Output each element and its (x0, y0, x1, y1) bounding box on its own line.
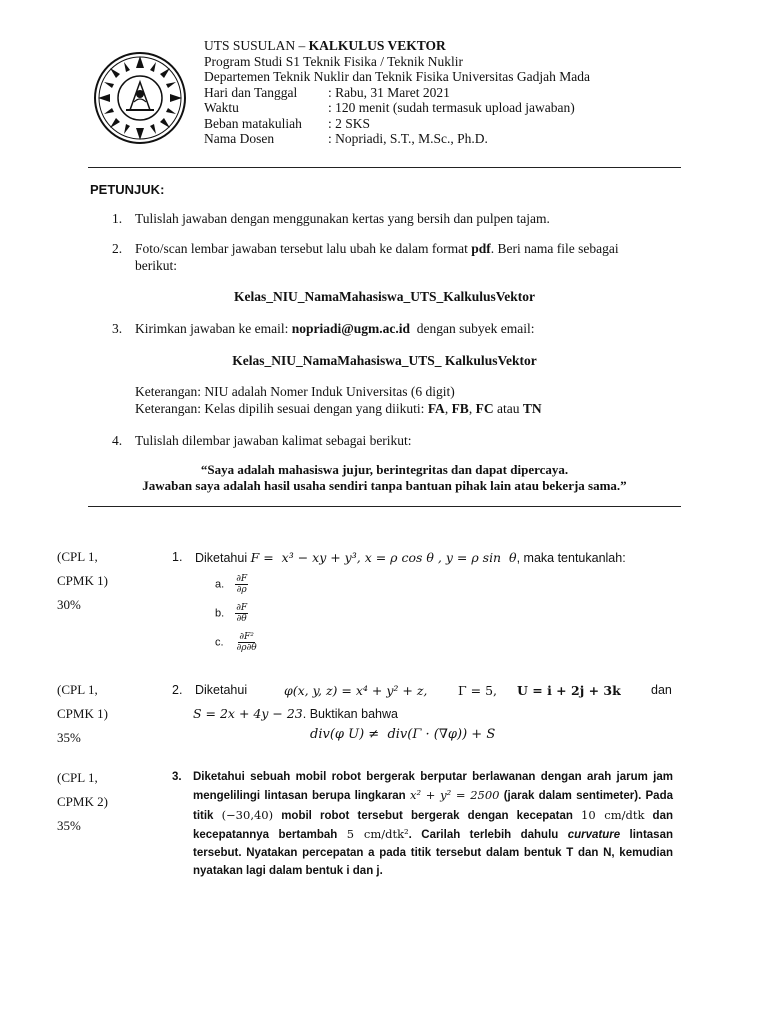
q1-cpl-tag: (CPL 1, CPMK 1) 30% (57, 549, 108, 612)
email-address[interactable]: nopriadi@ugm.ac.id (291, 321, 411, 336)
q1-number: 1. (172, 550, 183, 564)
q3-statement: Diketahui sebuah mobil robot bergerak berputar berlawanan dengan arah jarum jam mengelilingi lintasan berupa lingkaran x² + y² = 2500 (jarak dalam sentimeter). Pada titik (−30,40) mobil robot tersebut bergerak dengan kecepatan 10 cm/dtk dan kecepatannya bertambah 5 cm/dtk². Carilah terlebih dahulu curvature lintasan tersebut. Nyatakan percepatan a pada titik tersebut dalam bentuk T dan N, kemudian nyatakan lagi dalam bentuk i dan j. (193, 771, 673, 878)
instructions-divider (88, 506, 681, 507)
q1-statement: Diketahui F = x³ − xy + y³, x = ρ cos θ , y = ρ sin θ, maka tentukanlah: (195, 550, 626, 565)
q2-vector-u: U = i + 2j + 3k (517, 683, 621, 698)
q1-derivative-a: $\frac{\partial F}{\partial\rho}$ (236, 574, 248, 595)
q3-number: 3. (172, 771, 182, 783)
q1-derivative-b: $\frac{\partial F}{\partial\theta}$ (236, 603, 248, 624)
q3-cpl-tag: (CPL 1, CPMK 2) 35% (57, 770, 108, 833)
header-row-date: Hari dan Tanggal : Rabu, 31 Maret 2021 (204, 84, 450, 100)
q1-derivative-c: $\frac{\text{∂F²}}{\partial\rho\partial\theta}$ (236, 632, 257, 653)
q2-number: 2. (172, 683, 183, 697)
note-niu: Keterangan: NIU adalah Nomer Induk Universitas (6 digit) (135, 384, 455, 399)
instruction-number-2: 2. (112, 241, 123, 256)
instruction-1: Tulislah jawaban dengan menggunakan kertas yang bersih dan pulpen tajam. (135, 211, 550, 226)
integrity-statement: “Saya adalah mahasiswa jujur, berintegritas dan dapat dipercaya. Jawaban saya adalah hasil usaha sendiri tanpa bantuan pihak lain atau bekerja sama.” (142, 462, 627, 493)
header-row-lecturer: Nama Dosen : Nopriadi, S.T., M.Sc., Ph.D. (204, 131, 488, 146)
exam-title: UTS SUSULAN – KALKULUS VEKTOR (204, 38, 446, 53)
q1-sub-c: c. $\frac{\text{∂F²}}{\partial\rho\partial\theta}$ (215, 632, 257, 653)
instruction-2-cont: berikut: (135, 258, 177, 273)
study-program: Program Studi S1 Teknik Fisika / Teknik Nuklir (204, 53, 463, 69)
university-seal-logo (92, 50, 188, 146)
instruction-number-4: 4. (112, 433, 123, 448)
q2-lead: Diketahui (195, 683, 248, 697)
q1-sub-b: b. $\frac{\partial F}{\partial\theta}$ (215, 603, 248, 624)
instructions-heading: PETUNJUK: (90, 182, 165, 197)
instruction-3: Kirimkan jawaban ke email: nopriadi@ugm.ac.id dengan subyek email: (135, 321, 535, 336)
email-subject-format: Kelas_NIU_NamaMahasiswa_UTS_ KalkulusVektor (232, 353, 537, 368)
note-class: Keterangan: Kelas dipilih sesuai dengan yang diikuti: FA, FB, FC atau TN (135, 401, 542, 416)
exam-header (204, 38, 590, 147)
q2-phi-function: φ(x, y, z) = x⁴ + y² + z, (284, 683, 428, 698)
instruction-number-1: 1. (112, 211, 123, 226)
filename-format: Kelas_NIU_NamaMahasiswa_UTS_KalkulusVektor (233, 289, 536, 304)
q2-dan: dan (651, 683, 672, 697)
instruction-number-3: 3. (112, 321, 123, 336)
q2-proof-equation: div(φ U) ≠ div(Γ · (∇φ)) + S (310, 727, 496, 742)
department: Departemen Teknik Nuklir dan Teknik Fisika Universitas Gadjah Mada (204, 69, 591, 84)
q1-sub-a: a. $\frac{\partial F}{\partial\rho}$ (215, 574, 248, 595)
q1-formula: F = x³ − xy + y³, x = ρ cos θ , y = ρ sin θ (250, 550, 517, 565)
q2-cpl-tag: (CPL 1, CPMK 1) 35% (57, 682, 108, 745)
q2-line2: S = 2x + 4y − 23. Buktikan bahwa (193, 706, 398, 721)
header-row-time: Waktu : 120 menit (sudah termasuk upload jawaban) (204, 100, 575, 115)
instruction-2: Foto/scan lembar jawaban tersebut lalu ubah ke dalam format pdf. Beri nama file sebagai (135, 241, 619, 256)
header-row-credits: Beban matakuliah : 2 SKS (204, 115, 371, 131)
q2-gamma: Γ = 5, (458, 683, 498, 698)
header-divider (88, 167, 681, 168)
instruction-4: Tulislah dilembar jawaban kalimat sebagai berikut: (135, 433, 412, 448)
